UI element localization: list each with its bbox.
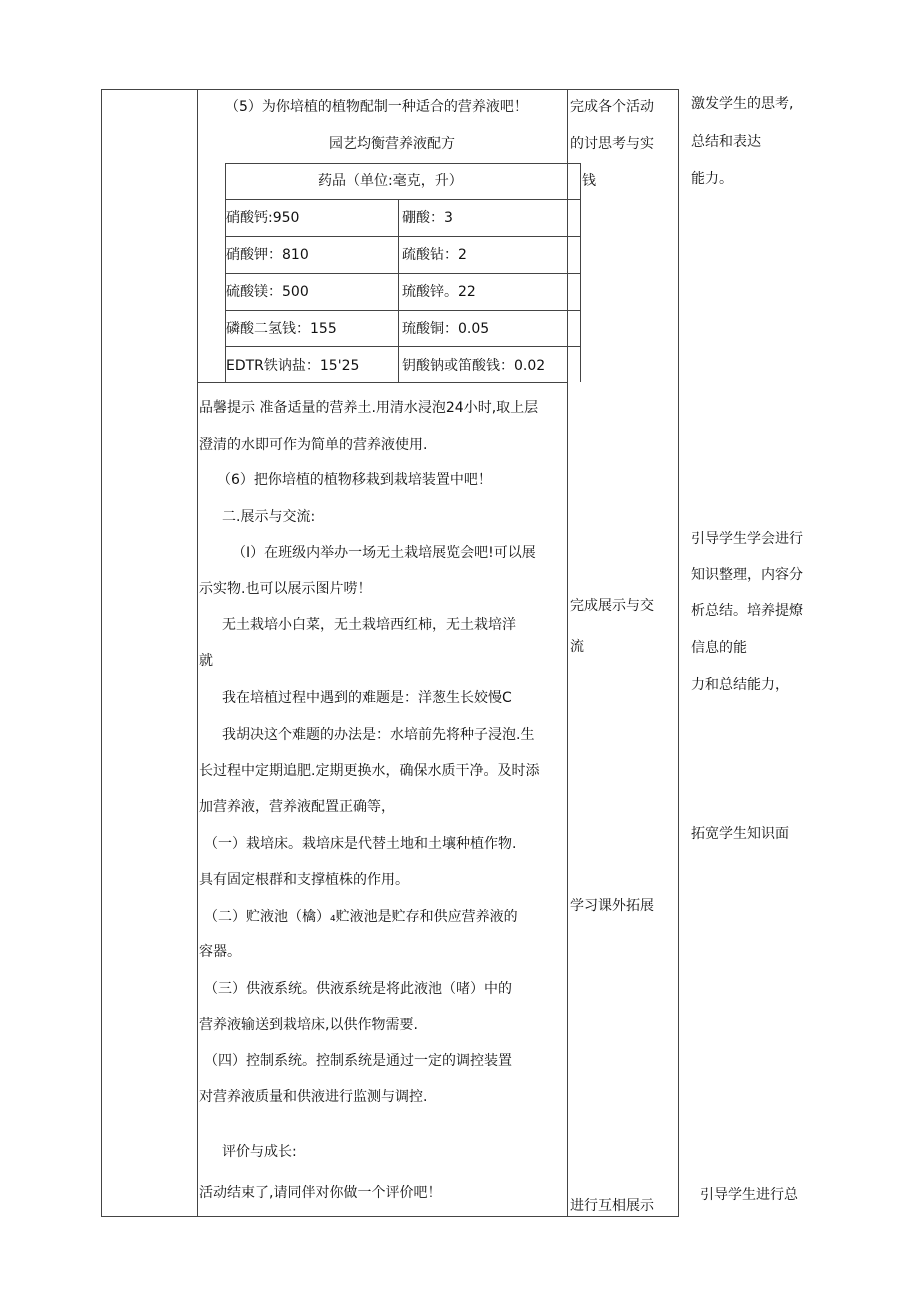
item-text: 营养液输送到栽培床,以供作物需要. [199, 1017, 418, 1033]
item-text: （一）栽培床。栽培床是代替土地和土壤种植作物. [204, 836, 517, 852]
student-activity-text: 完成展示与交 [570, 598, 654, 614]
item-text: （二）贮液池（檎）₄贮液池是贮存和供应营养液的 [204, 909, 518, 925]
recipe-cell: 琉酸铜：0.05 [402, 321, 490, 337]
recipe-table-border [225, 163, 226, 382]
recipe-cell: 钥酸钠或笛酸钱：0.02 [402, 358, 546, 374]
recipe-table-border [225, 199, 581, 200]
tip-text: 品馨提示 准备适量的营养土.用清水浸泡24小时,取上层 [199, 400, 539, 416]
crops-text: 就 [199, 653, 213, 669]
evaluation-heading: 评价与成长: [222, 1144, 297, 1160]
recipe-table-border [225, 236, 581, 237]
evaluation-text: 活动结束了,请同伴对你做一个评价吧！ [199, 1185, 442, 1201]
item-text: 容器。 [199, 944, 241, 960]
item-text: （三）供液系统。供液系统是将此液池（啫）中的 [204, 981, 512, 997]
exhibit-text: （I）在班级内举办一场无土栽培展览会吧!可以展 [232, 545, 536, 561]
design-intent-text: 能力。 [691, 171, 733, 187]
step5-text: （5）为你培植的植物配制一种适合的营养液吧！ [225, 99, 528, 115]
solution-text: 长过程中定期追肥.定期更换水，确保水质干净。及时添 [199, 763, 540, 779]
row-divider-1 [197, 382, 567, 383]
table-top-border [101, 89, 678, 90]
design-intent-text: 激发学生的思考, [691, 96, 794, 112]
solution-text: 我胡决这个难题的办法是：水培前先将种子浸泡.生 [222, 727, 535, 743]
design-intent-text: 引导学生学会进行 [691, 531, 803, 547]
student-activity-text: 流 [570, 639, 584, 655]
section-heading: 二.展示与交流: [222, 509, 316, 525]
column-divider-1 [197, 89, 198, 1217]
table-bottom-border [101, 1216, 678, 1217]
table-left-border [101, 89, 102, 1217]
design-intent-text: 信息的能 [691, 640, 747, 656]
solution-text: 加营养液，营养液配置正确等， [199, 799, 395, 815]
recipe-cell: 琉酸锌。22 [402, 284, 476, 300]
tip-text: 澄清的水即可作为简单的营养液使用. [199, 437, 428, 453]
crops-text: 无土栽培小白菜，无土栽培西红柿，无土栽培洋 [222, 617, 516, 633]
item-text: 对营养液质量和供液进行监测与调控. [199, 1089, 428, 1105]
recipe-table-border [225, 346, 581, 347]
recipe-table-border [225, 163, 581, 164]
design-intent-text: 知识整理，内容分 [691, 567, 803, 583]
recipe-cell: EDTR铁讷盐：15'25 [226, 358, 360, 374]
student-activity-text: 完成各个活动 [570, 99, 654, 115]
recipe-title: 园艺均衡营养液配方 [329, 136, 455, 152]
difficulty-text: 我在培植过程中遇到的难题是：洋葱生长姣慢C [222, 690, 512, 706]
student-activity-text: 钱 [582, 173, 596, 189]
recipe-cell: 磷酸二氢钱：155 [226, 321, 337, 337]
recipe-cell: 硫酸镁：500 [226, 284, 309, 300]
step6-text: （6）把你培植的植物移栽到栽培装置中吧！ [217, 472, 492, 488]
exhibit-text: 示实物.也可以展示图片唠！ [199, 581, 372, 597]
recipe-cell: 硼酸：3 [402, 210, 453, 226]
recipe-cell: 硝酸钙:950 [226, 210, 300, 226]
recipe-table-border [398, 199, 399, 382]
recipe-cell: 硝酸钾：810 [226, 247, 309, 263]
recipe-cell: 疏酸钻：2 [402, 247, 467, 263]
student-activity-text: 学习课外拓展 [570, 898, 654, 914]
item-text: 具有固定根群和支撑植株的作用。 [199, 872, 409, 888]
design-intent-text: 拓宽学生知识面 [691, 826, 789, 842]
column-divider-3 [678, 89, 679, 1217]
design-intent-text: 析总结。培养提燎 [691, 603, 803, 619]
recipe-header: 药品（单位:毫克，升） [318, 173, 463, 189]
student-activity-text: 进行互相展示 [570, 1198, 654, 1214]
item-text: （四）控制系统。控制系统是通过一定的调控装置 [204, 1053, 512, 1069]
student-activity-text: 的讨思考与实 [570, 136, 654, 152]
column-divider-2 [567, 89, 568, 1217]
design-intent-text: 引导学生进行总 [700, 1187, 798, 1203]
design-intent-text: 力和总结能力， [691, 677, 789, 693]
design-intent-text: 总结和表达 [691, 134, 761, 150]
recipe-table-border [580, 163, 581, 382]
recipe-table-border [225, 310, 581, 311]
recipe-table-border [225, 273, 581, 274]
